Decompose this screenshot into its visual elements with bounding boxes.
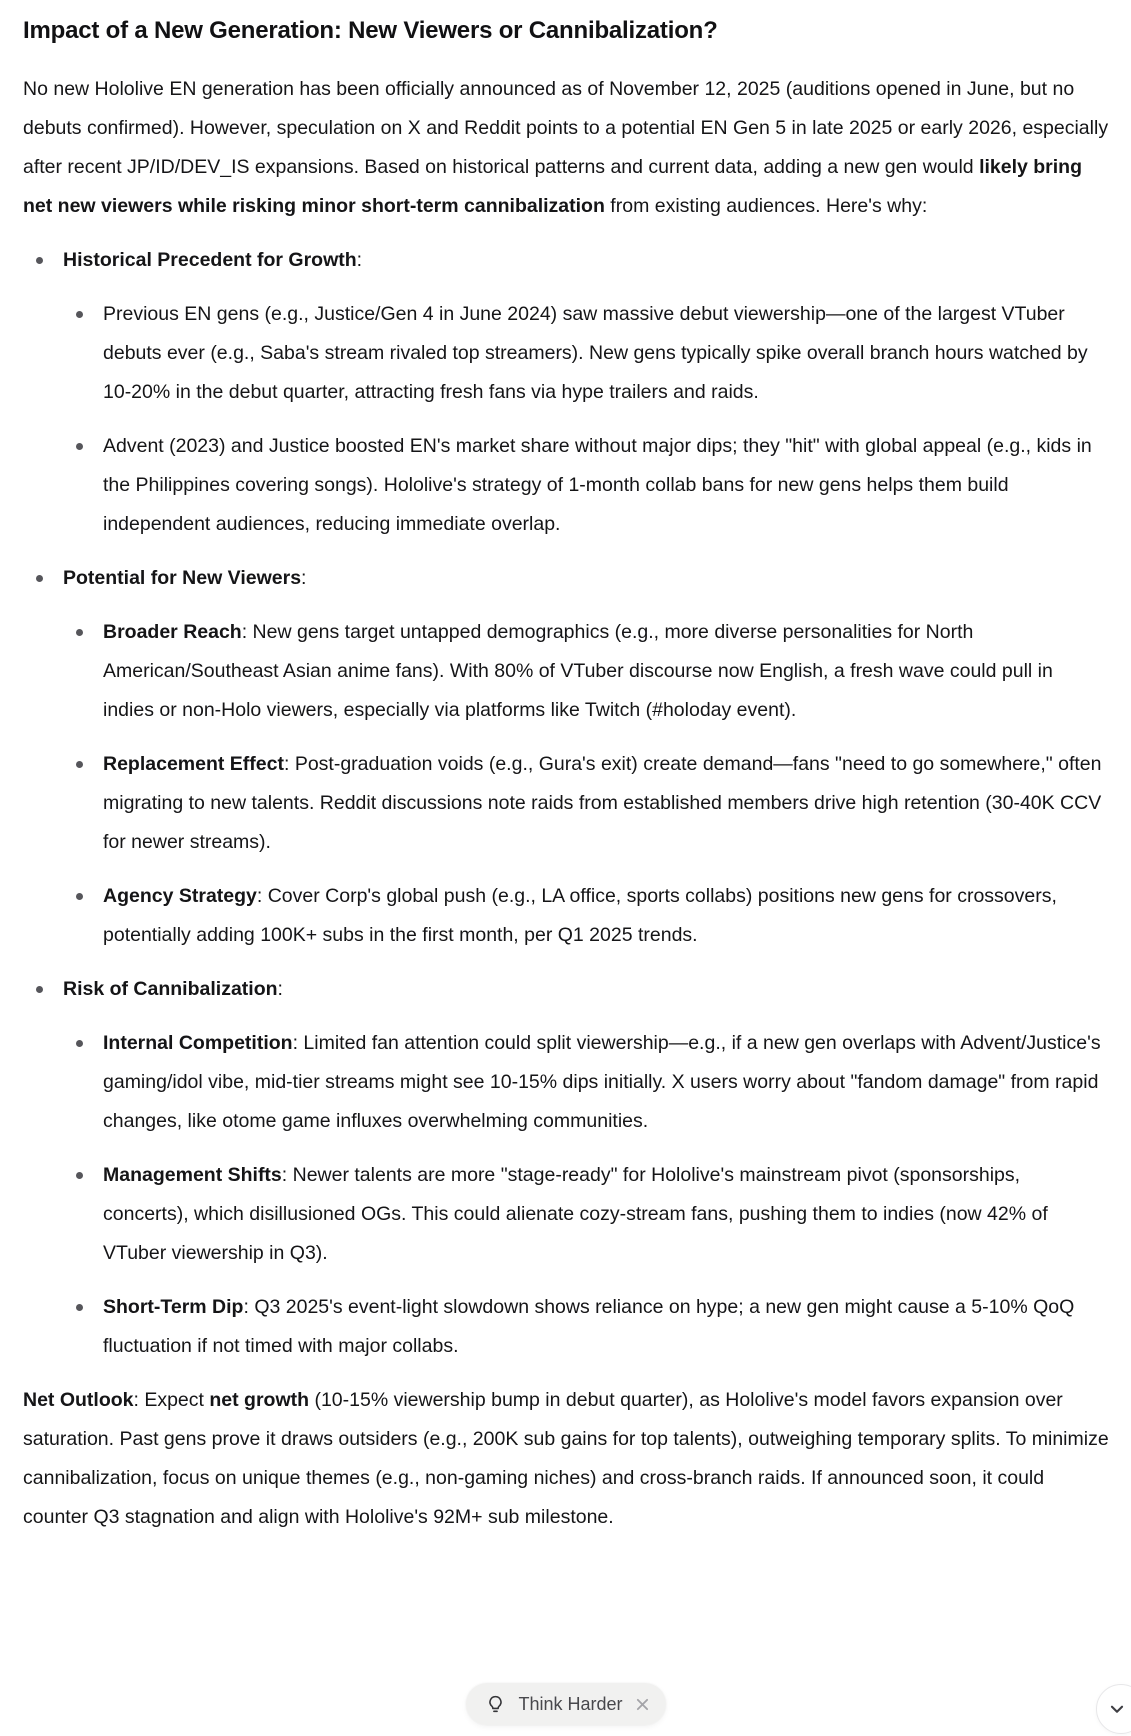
- sub-list-item: Management Shifts: Newer talents are more "stage-ready" for Hololive's mainstream pivot (sponsorships, concerts), which disillusioned OGs. This could alienate cozy-stream fans, pushing them to indies (now 42% of VTuber viewership in Q3).: [63, 1156, 1109, 1273]
- chevron-down-icon: [1106, 1698, 1131, 1720]
- sub-list-item: Replacement Effect: Post-graduation voids (e.g., Gura's exit) create demand—fans "need to go somewhere," often migrating to new talents. Reddit discussions note raids from established members drive high retention (30-40K CCV for newer streams).: [63, 745, 1109, 862]
- sub-bullet-list: [63, 613, 1109, 955]
- list-item: [23, 559, 1109, 955]
- think-harder-label: Think Harder: [518, 1693, 623, 1714]
- close-icon[interactable]: [636, 1698, 649, 1711]
- sub-bullet-list: [63, 1024, 1109, 1366]
- sub-list-item: Broader Reach: New gens target untapped demographics (e.g., more diverse personalities for North American/Southeast Asian anime fans). With 80% of VTuber discourse now English, a fresh wave could pull in indies or non-Holo viewers, especially via platforms like Twitch (#holoday event).: [63, 613, 1109, 730]
- list-item-label: Risk of Cannibalization:: [63, 978, 283, 1000]
- list-item: [23, 241, 1109, 544]
- sub-bullet-list: [63, 295, 1109, 544]
- outro-paragraph: Net Outlook: Expect net growth (10-15% viewership bump in debut quarter), as Hololive's model favors expansion over saturation. Past gens prove it draws outsiders (e.g., 200K sub gains for top talents), outweighing temporary splits. To minimize cannibalization, focus on unique themes (e.g., non-gaming niches) and cross-branch raids. If announced soon, it could counter Q3 stagnation and align with Hololive's 92M+ sub milestone.: [23, 1389, 1109, 1528]
- sub-list-item: Previous EN gens (e.g., Justice/Gen 4 in June 2024) saw massive debut viewership—one of the largest VTuber debuts ever (e.g., Saba's stream rivaled top streamers). New gens typically spike overall branch hours watched by 10-20% in the debut quarter, attracting fresh fans via hype trailers and raids.: [63, 295, 1109, 412]
- sub-list-item: Agency Strategy: Cover Corp's global push (e.g., LA office, sports collabs) positions new gens for crossovers, potentially adding 100K+ subs in the first month, per Q1 2025 trends.: [63, 877, 1109, 955]
- intro-paragraph: No new Hololive EN generation has been officially announced as of November 12, 2025 (auditions opened in June, but no debuts confirmed). However, speculation on X and Reddit points to a potential EN Gen 5 in late 2025 or early 2026, especially after recent JP/ID/DEV_IS expansions. Based on historical patterns and current data, adding a new gen would likely bring net new viewers while risking minor short-term cannibalization from existing audiences. Here's why:: [23, 78, 1109, 217]
- list-item: [23, 970, 1109, 1366]
- lightbulb-icon: [484, 1694, 505, 1715]
- list-item-label: Historical Precedent for Growth:: [63, 249, 363, 271]
- sub-list-item: Internal Competition: Limited fan attention could split viewership—e.g., if a new gen overlaps with Advent/Justice's gaming/idol vibe, mid-tier streams might see 10-15% dips initially. X users worry about "fandom damage" from rapid changes, like otome game influxes overwhelming communities.: [63, 1024, 1109, 1141]
- think-harder-pill[interactable]: [465, 1683, 665, 1725]
- list-item-label: Potential for New Viewers:: [63, 567, 307, 589]
- sub-list-item: Short-Term Dip: Q3 2025's event-light slowdown shows reliance on hype; a new gen might cause a 5-10% QoQ fluctuation if not timed with major collabs.: [63, 1288, 1109, 1366]
- bullet-list: [23, 241, 1109, 1366]
- scroll-to-bottom-button[interactable]: [1096, 1684, 1131, 1734]
- section-heading: Impact of a New Generation: New Viewers or Cannibalization?: [23, 17, 718, 44]
- sub-list-item: Advent (2023) and Justice boosted EN's market share without major dips; they "hit" with global appeal (e.g., kids in the Philippines covering songs). Hololive's strategy of 1-month collab bans for new gens helps them build independent audiences, reducing immediate overlap.: [63, 427, 1109, 544]
